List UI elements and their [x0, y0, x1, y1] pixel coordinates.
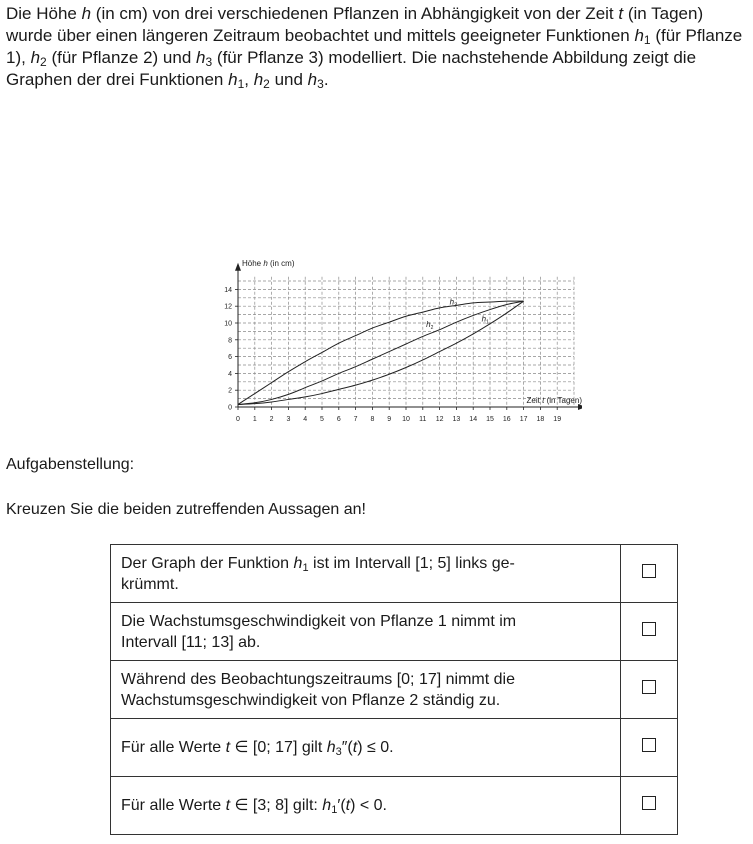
option-statement: Der Graph der Funktion $h_1$ ist im Intervall [1; 5] links ge- krümmt. — [111, 545, 621, 603]
y-tick-label: 10 — [224, 320, 232, 328]
x-tick-label: 8 — [370, 416, 375, 423]
y-tick-label: 4 — [228, 370, 232, 378]
option-row — [111, 777, 678, 835]
x-tick-label: 18 — [536, 416, 545, 423]
y-tick-label: 12 — [224, 303, 232, 311]
x-tick-label: 19 — [553, 416, 562, 423]
y-tick-label: 6 — [228, 354, 232, 362]
y-axis-arrow — [235, 263, 241, 271]
option-statement: Für alle Werte t ∈ [0; 17] gilt $h_3''(t) \le 0$. — [111, 719, 621, 777]
curve-label-h3: $h_3$ — [449, 297, 457, 309]
y-tick-label: 2 — [228, 387, 232, 395]
option-row — [111, 603, 678, 661]
option-checkbox[interactable] — [642, 622, 656, 636]
x-tick-label: 7 — [353, 416, 358, 423]
x-tick-label: 9 — [387, 416, 392, 423]
x-tick-label: 0 — [236, 416, 240, 423]
x-tick-label: 15 — [486, 416, 494, 423]
option-checkbox[interactable] — [642, 680, 656, 694]
option-checkbox[interactable] — [642, 738, 656, 752]
option-row — [111, 719, 678, 777]
y-tick-label: 8 — [228, 337, 232, 345]
option-row — [111, 661, 678, 719]
y-tick-label: 14 — [224, 286, 232, 294]
task-heading: Aufgabenstellung: — [6, 456, 135, 473]
x-tick-label: 1 — [252, 416, 257, 423]
curve-label-h1: $h_1$ — [481, 314, 489, 326]
option-row — [111, 545, 678, 603]
task-instruction: Kreuzen Sie die beiden zutreffenden Aussagen an! — [6, 501, 366, 518]
option-statement: Für alle Werte t ∈ [3; 8] gilt: $h_1'(t) < 0$. — [111, 777, 621, 835]
option-statement: Die Wachstumsgeschwindigkeit von Pflanze 1 nimmt im Intervall [11; 13] ab. — [111, 603, 621, 661]
x-tick-label: 3 — [286, 416, 291, 423]
x-tick-label: 16 — [502, 416, 511, 423]
x-tick-label: 2 — [269, 416, 274, 423]
option-statement: Während des Beobachtungszeitraums [0; 17] nimmt die Wachstumsgeschwindigkeit von Pflanze 2 ständig zu. — [111, 661, 621, 719]
problem-intro: Die Höhe h (in cm) von drei verschiedenen Pflanzen in Abhängigkeit von der Zeit t (in Tagen) wurde über einen längeren Zeitraum beobachtet und mittels geeigneter Funktionen $h_1$ (für Pflanze 1), $h_2$ (für Pflanze 2) und $h_3$ (für Pflanze 3) modelliert. Die nachstehende Abbildung zeigt die Graphen der drei Funktionen $h_1$, $h_2$ und $h_3$. — [6, 4, 743, 91]
x-tick-label: 11 — [419, 416, 427, 423]
y-axis-label: Höhe h (in cm) — [242, 258, 295, 268]
x-tick-label: 4 — [303, 416, 308, 423]
x-tick-label: 5 — [320, 416, 324, 423]
x-axis-label: Zeit t (in Tagen) — [526, 396, 582, 405]
y-tick-label: 0 — [228, 404, 232, 412]
growth-chart — [222, 126, 582, 426]
x-tick-label: 6 — [336, 416, 341, 423]
curve-label-h2: $h_2$ — [426, 320, 434, 332]
x-tick-label: 12 — [435, 416, 444, 423]
answer-options-table — [110, 544, 678, 835]
option-checkbox[interactable] — [642, 796, 656, 810]
x-tick-label: 14 — [469, 416, 478, 423]
option-checkbox[interactable] — [642, 564, 656, 578]
x-tick-label: 10 — [402, 416, 410, 423]
x-tick-label: 13 — [452, 416, 461, 423]
x-tick-label: 17 — [519, 416, 528, 423]
